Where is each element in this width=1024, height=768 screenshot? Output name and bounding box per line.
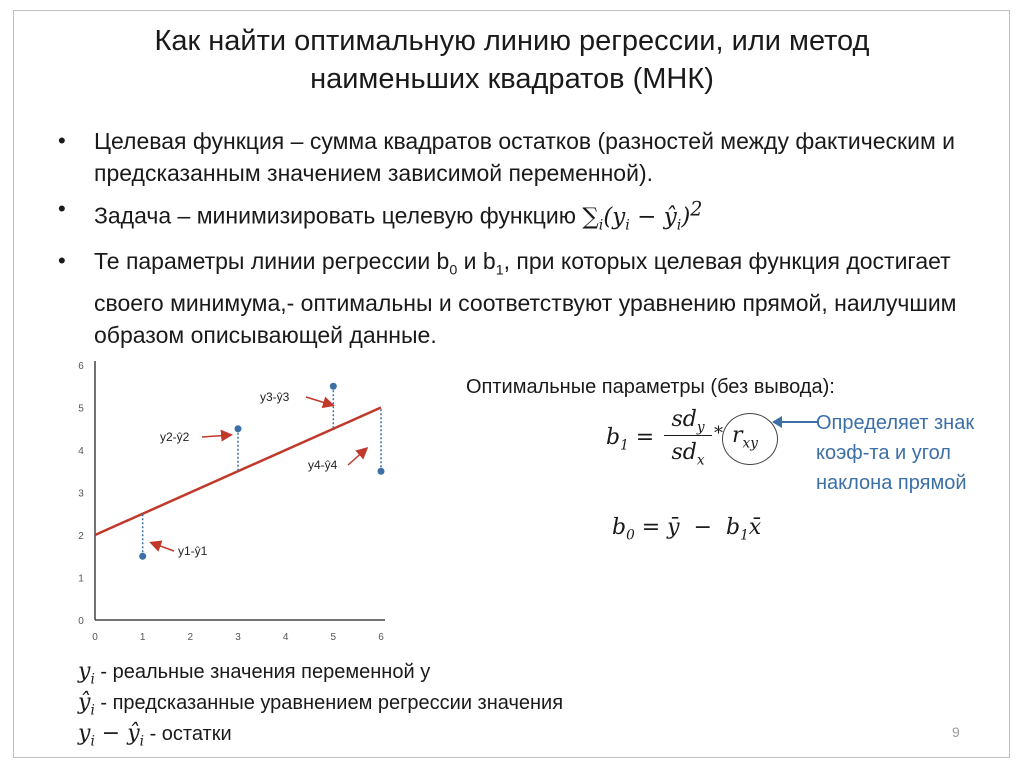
data-point (378, 468, 385, 475)
formula-b1: $b_1$ = $sd_y$ $sd_x$ * $r_{xy}$ (604, 405, 804, 475)
params-caption: Оптимальные параметры (без вывода): (466, 376, 835, 398)
residual-label: y4-ŷ4 (308, 458, 338, 472)
x-tick-label: 5 (330, 632, 337, 643)
y-tick-label: 3 (78, 488, 84, 500)
x-tick-label: 2 (187, 632, 194, 643)
b1-subscript: 1 (495, 262, 504, 279)
page-number: 9 (952, 724, 960, 740)
y-tick-label: 5 (78, 403, 84, 415)
residual-arrow (152, 543, 174, 551)
bullet-params-text-1: Те параметры линии регрессии b (94, 248, 450, 275)
b0-subscript: 0 (449, 262, 458, 279)
residual-arrow (348, 449, 366, 465)
legend-yhat: $ŷ_i$ - предсказанные уравнением регрессии значения (78, 690, 564, 719)
objective-formula: $\sum_i(y_i$ − $ŷ_i)^2$ (582, 197, 703, 234)
note-line-3: наклона прямой (816, 472, 967, 494)
data-point (235, 425, 242, 432)
regression-chart (60, 355, 400, 655)
y-tick-label: 6 (78, 361, 84, 372)
sign-note (816, 408, 1016, 498)
bullet-task (58, 193, 978, 241)
legend-residual: $y_i$ − $ŷ_i$ - остатки (78, 721, 232, 750)
x-tick-label: 3 (235, 632, 241, 643)
bullet-dot: • (58, 128, 66, 153)
bullet-objective (58, 125, 978, 189)
bullet-dot: • (58, 196, 66, 221)
note-line-1: Определяет знак (816, 412, 975, 434)
bullet-objective-text: Целевая функция – сумма квадратов остатков (разностей между фактическим и предсказанным значением зависимой переменной). (94, 128, 955, 186)
residual-label: y1-ŷ1 (178, 544, 208, 558)
data-point (139, 553, 146, 560)
formula-b0: $b_0$ = ȳ − $b_1x̄$ (612, 515, 762, 544)
legend-yi-text: - реальные значения переменной y (100, 661, 431, 683)
legend-yi: $y_i$ - реальные значения переменной y (78, 659, 431, 688)
note-line-2: коэф-та и угол (816, 442, 951, 464)
residual-arrow (202, 435, 230, 437)
x-tick-label: 1 (139, 632, 146, 643)
note-arrow (770, 410, 820, 434)
legend-yhat-text: - предсказанные уравнением регрессии значения (100, 692, 564, 714)
title-line-2: наименьших квадратов (МНК) (310, 63, 714, 95)
bullet-task-text: Задача – минимизировать целевую функцию (94, 202, 576, 229)
data-point (330, 383, 337, 390)
x-tick-label: 6 (378, 632, 384, 643)
bullet-params (58, 245, 978, 351)
legend-residual-text: - остатки (149, 723, 232, 745)
bullet-dot: • (58, 248, 66, 274)
bullet-params-text-2: и b (457, 248, 496, 275)
bullet-params-text-3: , при которых целевая функция достигает своего минимума,- оптимальны и соответствуют уравнению прямой, наилучшим образом описывающей данные. (94, 248, 957, 348)
y-tick-label: 2 (78, 531, 84, 542)
title-line-1: Как найти оптимальную линию регрессии, или метод (154, 25, 870, 57)
residual-arrow (306, 397, 332, 405)
bullet-list (58, 125, 978, 355)
residual-label: y3-ŷ3 (260, 390, 290, 404)
slide-title (0, 22, 1024, 98)
y-tick-label: 4 (78, 446, 84, 457)
x-tick-label: 0 (92, 632, 98, 643)
y-tick-label: 0 (78, 616, 84, 627)
x-tick-label: 4 (282, 632, 289, 643)
y-tick-label: 1 (78, 573, 84, 585)
residual-label: y2-ŷ2 (160, 430, 190, 444)
